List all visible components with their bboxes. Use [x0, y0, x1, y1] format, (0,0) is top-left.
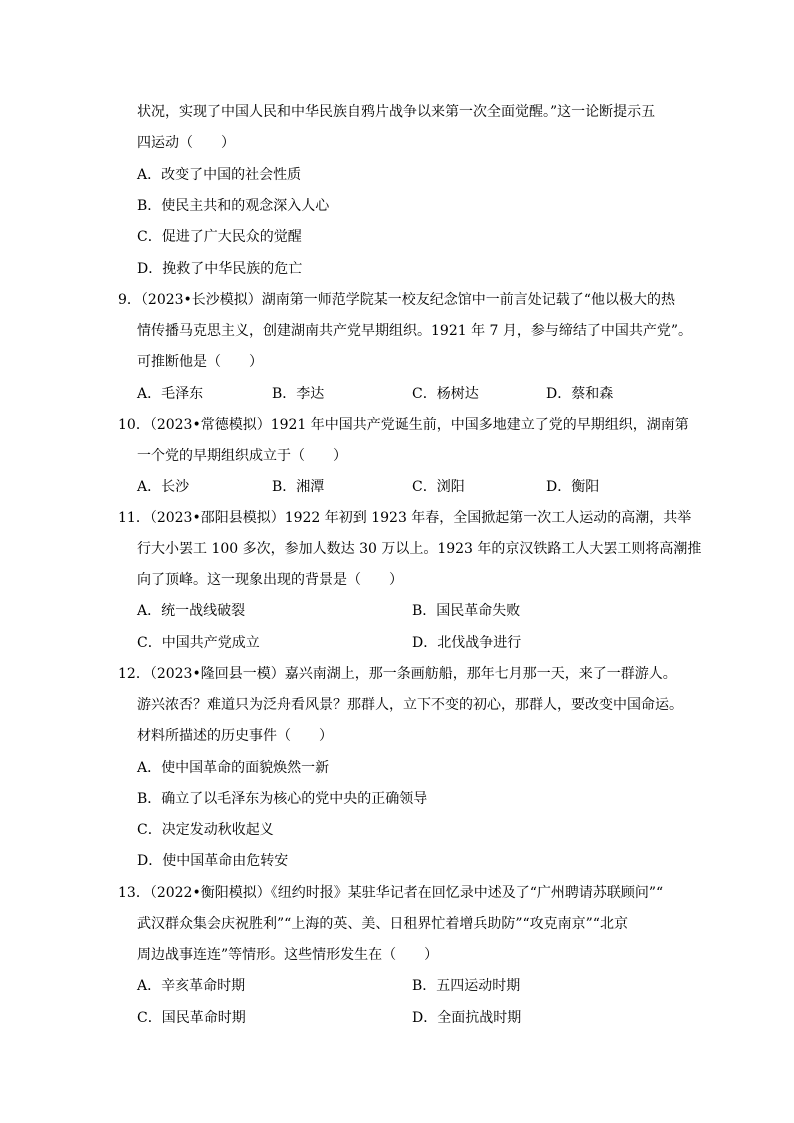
q13-option-c: C．国民革命时期	[137, 1010, 246, 1026]
q11-option-a: A．统一战线破裂	[137, 603, 246, 619]
q11-option-c: C．中国共产党成立	[137, 635, 260, 651]
q13-stem-line-3: 周边战事连连”等情形。这些情形发生在（ ）	[137, 947, 439, 963]
q12-stem-line-3: 材料所描述的历史事件（ ）	[137, 728, 333, 744]
q13-stem-line-2: 武汉群众集会庆祝胜利”“上海的英、美、日租界忙着增兵助防”“攻克南京”“北京	[137, 916, 628, 932]
q12-option-b: B．确立了以毛泽东为核心的党中央的正确领导	[137, 791, 428, 807]
q8-stem-line-2: 四运动（ ）	[137, 135, 235, 151]
q8-option-c: C．促进了广大民众的觉醒	[137, 229, 302, 245]
q13-option-a: A．辛亥革命时期	[137, 978, 246, 994]
q13-stem-line-1: 13．（2022•衡阳模拟）《纽约时报》某驻华记者在回忆录中述及了“广州聘请苏联顾问”“	[118, 885, 664, 901]
q9-option-b: B．李达	[272, 386, 325, 402]
q10-stem-line-2: 一个党的早期组织成立于（ ）	[137, 448, 347, 464]
q9-stem-line-2: 情传播马克思主义，创建湖南共产党早期组织。1921 年 7 月，参与缔结了中国共产党”。	[137, 323, 693, 339]
q13-option-b: B．五四运动时期	[412, 978, 521, 994]
q9-option-d: D．蔡和森	[546, 386, 614, 402]
q12-option-a: A．使中国革命的面貌焕然一新	[137, 760, 330, 776]
q8-stem-line-1: 状况，实现了中国人民和中华民族自鸦片战争以来第一次全面觉醒。”这一论断提示五	[137, 104, 656, 120]
q9-stem-line-3: 可推断他是（ ）	[137, 354, 263, 370]
q10-option-d: D．衡阳	[546, 479, 600, 495]
q9-option-c: C．杨树达	[412, 386, 479, 402]
q10-option-a: A．长沙	[137, 479, 190, 495]
q10-option-c: C．浏阳	[412, 479, 465, 495]
q9-stem-line-1: 9．（2023•长沙模拟）湖南第一师范学院某一校友纪念馆中一前言处记载了“他以极大的热	[118, 292, 675, 308]
q13-option-d: D．全面抗战时期	[412, 1010, 522, 1026]
q10-option-b: B．湘潭	[272, 479, 325, 495]
q11-stem-line-2: 行大小罢工 100 多次，参加人数达 30 万以上。1923 年的京汉铁路工人大罢工则将高潮推	[137, 541, 702, 557]
q12-option-c: C．决定发动秋收起义	[137, 822, 274, 838]
q12-stem-line-2: 游兴浓否？难道只为泛舟看风景？那群人，立下不变的初心，那群人，要改变中国命运。	[137, 697, 683, 713]
q8-option-b: B．使民主共和的观念深入人心	[137, 198, 330, 214]
q10-stem-line-1: 10．（2023•常德模拟）1921 年中国共产党诞生前，中国多地建立了党的早期组织，湖南第	[118, 417, 689, 433]
q12-option-d: D．使中国革命由危转安	[137, 853, 289, 869]
q12-stem-line-1: 12．（2023•隆回县一模）嘉兴南湖上，那一条画舫船，那年七月那一天，来了一群游人。	[118, 666, 677, 682]
q8-option-d: D．挽救了中华民族的危亡	[137, 261, 303, 277]
q11-stem-line-1: 11．（2023•邵阳县模拟）1922 年初到 1923 年春，全国掀起第一次工人运动的高潮，共举	[118, 510, 692, 526]
q11-option-b: B．国民革命失败	[412, 603, 521, 619]
q11-stem-line-3: 向了顶峰。这一现象出现的背景是（ ）	[137, 572, 403, 588]
q11-option-d: D．北伐战争进行	[412, 635, 522, 651]
q8-option-a: A．改变了中国的社会性质	[137, 167, 302, 183]
q9-option-a: A．毛泽东	[137, 386, 204, 402]
